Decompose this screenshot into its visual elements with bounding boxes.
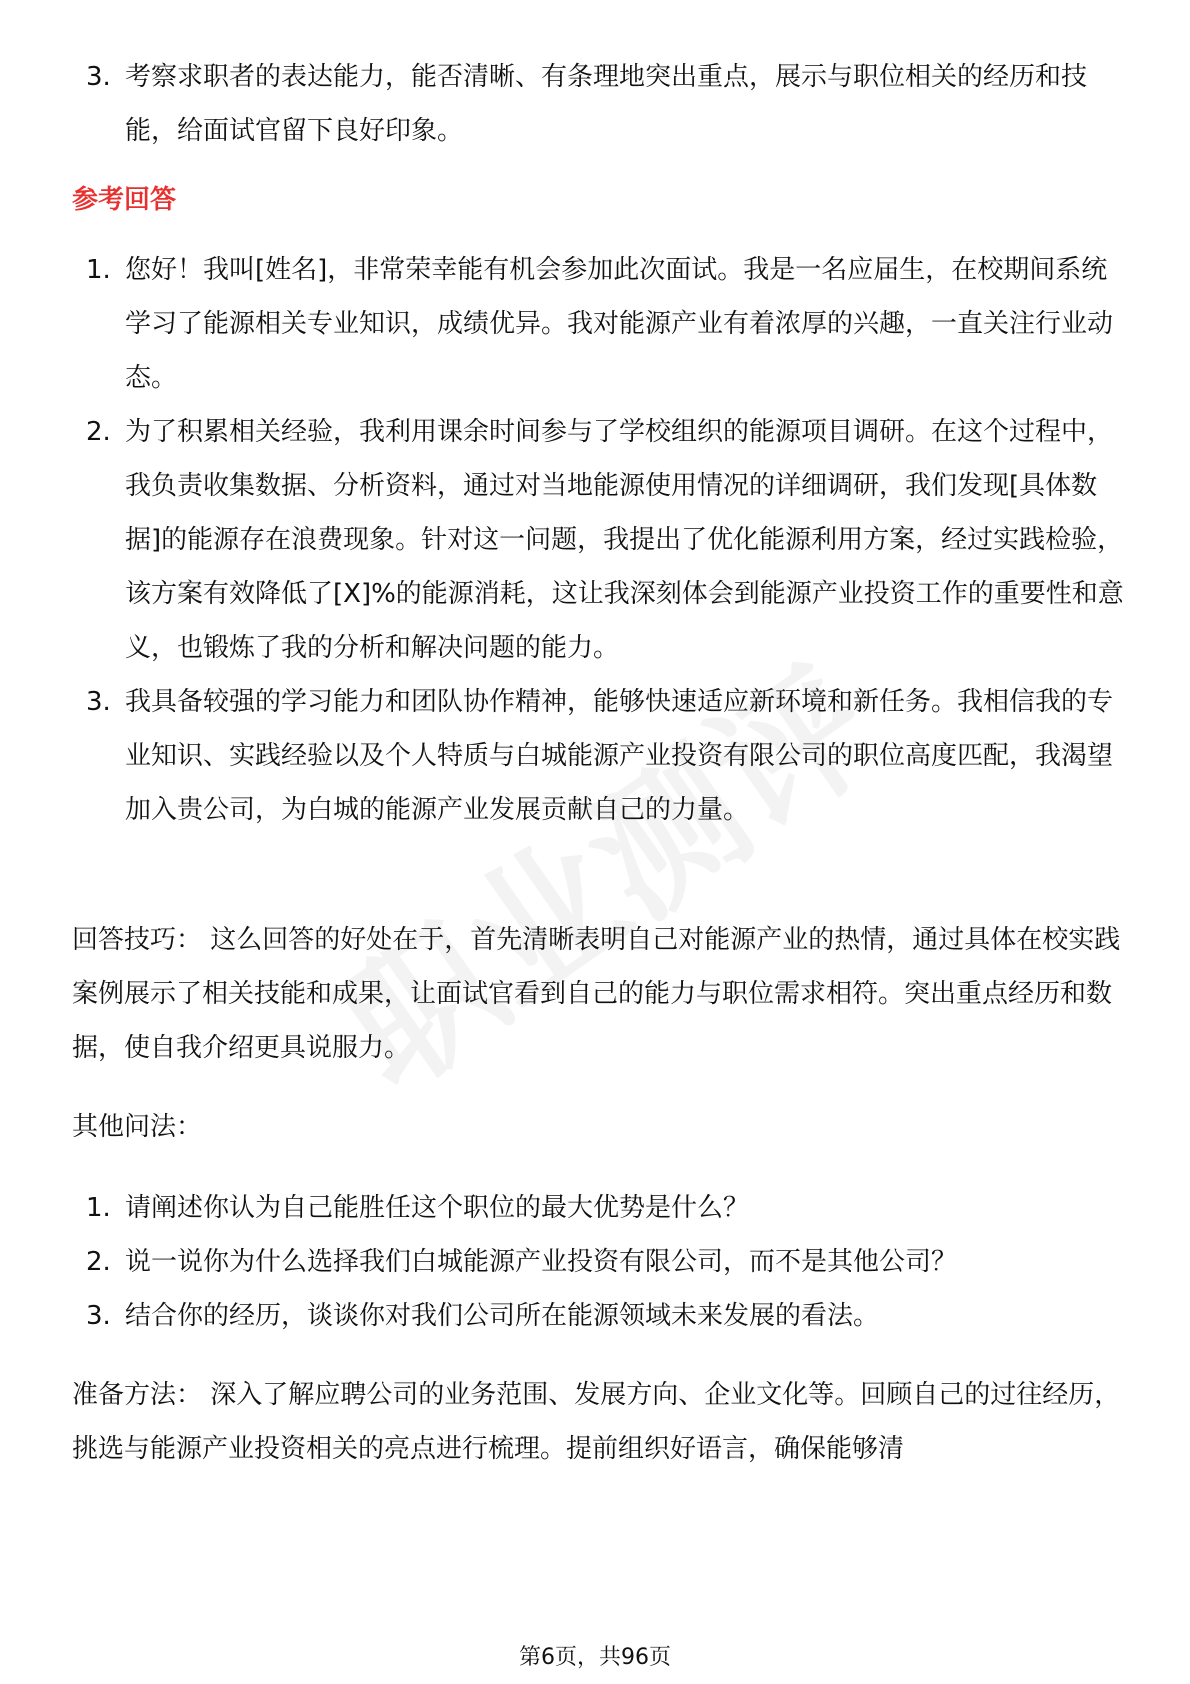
list-text: 考察求职者的表达能力，能否清晰、有条理地突出重点，展示与职位相关的经历和技能，给面试官留下良好印象。	[125, 62, 1088, 146]
list-item	[78, 405, 1128, 675]
list-text: 说一说你为什么选择我们白城能源产业投资有限公司，而不是其他公司？	[125, 1247, 958, 1277]
list-text: 为了积累相关经验，我利用课余时间参与了学校组织的能源项目调研。在这个过程中，我负责收集数据、分析资料，通过对当地能源使用情况的详细调研，我们发现[具体数据]的能源存在浪费现象。针对这一问题，我提出了优化能源利用方案，经过实践检验，该方案有效降低了[X]%的能源消耗，这让我深刻体会到能源产业投资工作的重要性和意义，也锻炼了我的分析和解决问题的能力。	[125, 417, 1124, 663]
list-item	[78, 243, 1128, 405]
list-text: 请阐述你认为自己能胜任这个职位的最大优势是什么？	[125, 1193, 750, 1223]
list-item	[78, 50, 1128, 158]
list-number: 3.	[86, 62, 111, 92]
other-questions-heading: 其他问法：	[72, 1112, 203, 1142]
intro-list	[78, 50, 1128, 158]
list-number: 3.	[86, 1301, 111, 1331]
list-number: 2.	[86, 417, 111, 447]
list-text: 您好！我叫[姓名]，非常荣幸能有机会参加此次面试。我是一名应届生，在校期间系统学习了能源相关专业知识，成绩优异。我对能源产业有着浓厚的兴趣，一直关注行业动态。	[125, 255, 1114, 393]
preparation-paragraph: 准备方法： 深入了解应聘公司的业务范围、发展方向、企业文化等。回顾自己的过往经历，挑选与能源产业投资相关的亮点进行梳理。提前组织好语言，确保能够清	[72, 1380, 1121, 1464]
list-text: 结合你的经历，谈谈你对我们公司所在能源领域未来发展的看法。	[125, 1301, 880, 1331]
reference-answer-list	[78, 243, 1128, 837]
list-text: 我具备较强的学习能力和团队协作精神，能够快速适应新环境和新任务。我相信我的专业知识、实践经验以及个人特质与白城能源产业投资有限公司的职位高度匹配，我渴望加入贵公司，为白城的能源产业发展贡献自己的力量。	[125, 687, 1114, 825]
list-item	[78, 675, 1128, 837]
page-number: 第6页，共96页	[519, 1645, 671, 1670]
list-item	[78, 1181, 1128, 1235]
reference-answer-heading: 参考回答	[72, 185, 177, 215]
other-questions-list	[78, 1181, 1128, 1343]
list-number: 1.	[86, 255, 111, 285]
list-number: 1.	[86, 1193, 111, 1223]
list-item	[78, 1235, 1128, 1289]
list-item	[78, 1289, 1128, 1343]
list-number: 2.	[86, 1247, 111, 1277]
answer-tips-paragraph: 回答技巧： 这么回答的好处在于，首先清晰表明自己对能源产业的热情，通过具体在校实践案例展示了相关技能和成果，让面试官看到自己的能力与职位需求相符。突出重点经历和数据，使自我介绍更具说服力。	[72, 925, 1121, 1063]
list-number: 3.	[86, 687, 111, 717]
